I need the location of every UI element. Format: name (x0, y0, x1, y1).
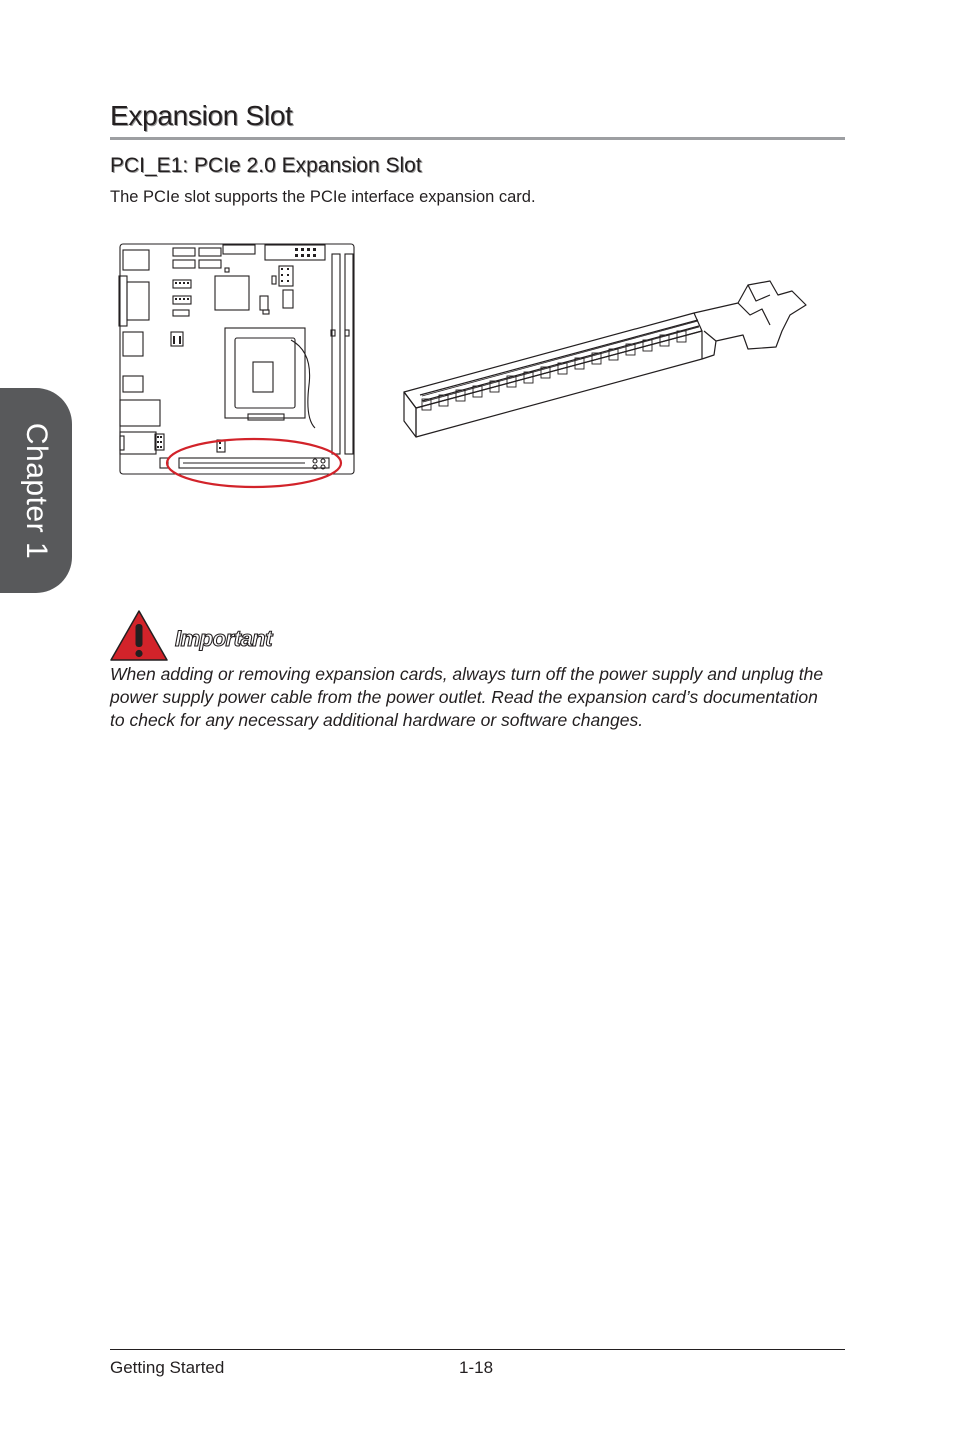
chapter-tab (0, 388, 72, 593)
motherboard-diagram (115, 240, 360, 492)
important-label: Important (175, 626, 272, 651)
important-text: When adding or removing expansion cards, always turn off the power supply and unplug the power supply power cable from the power outlet. Read the expansion card’s documentation to check for any necessary additional hardware or software changes. (110, 664, 824, 730)
chapter-tab-label: Chapter 1 (20, 422, 53, 559)
footer-section: Getting Started (110, 1358, 225, 1377)
title-divider (110, 137, 845, 140)
section-title: Expansion Slot (110, 100, 293, 131)
subsection-title: PCI_E1: PCIe 2.0 Expansion Slot (110, 154, 422, 177)
page-number: 1-18 (459, 1358, 494, 1377)
warning-icon (108, 608, 170, 664)
intro-text: The PCIe slot supports the PCIe interface expansion card. (110, 188, 536, 206)
footer-divider (110, 1349, 845, 1350)
pcie-slot-diagram (398, 275, 810, 443)
